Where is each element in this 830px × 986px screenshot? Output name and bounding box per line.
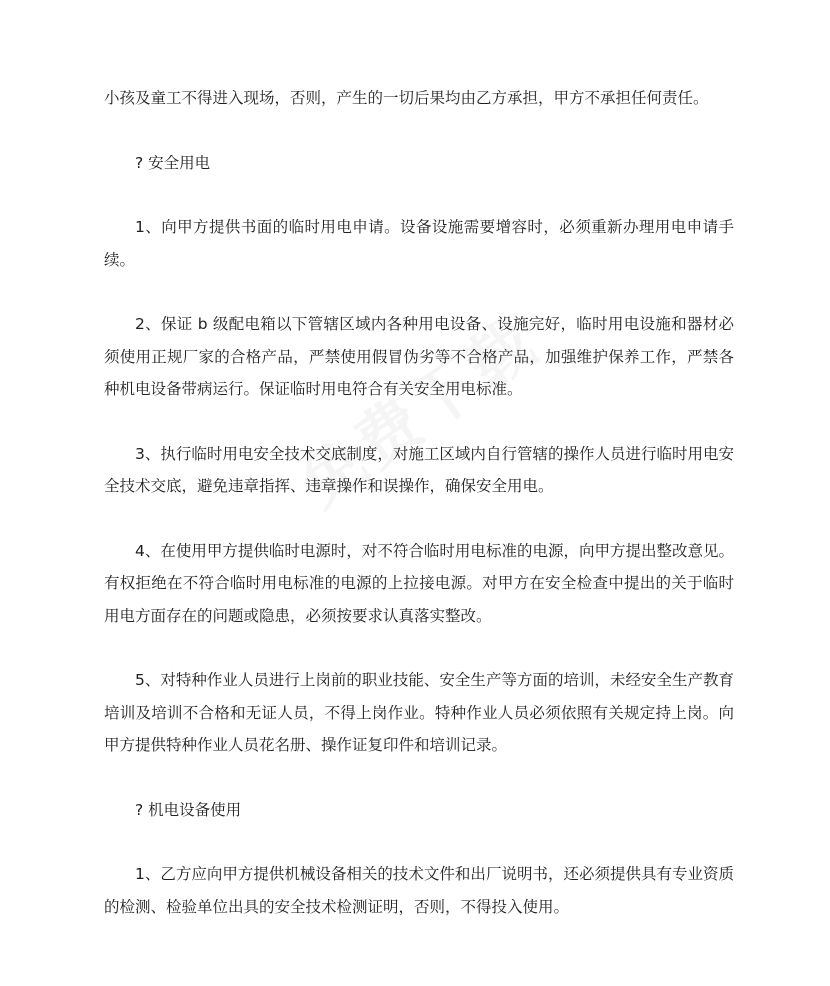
document-body (104, 82, 734, 923)
section-heading-electricity: ? 安全用电 (135, 153, 211, 172)
clause-equipment-1: 1、乙方应向甲方提供机械设备相关的技术文件和出厂说明书，还必须提供具有专业资质的检测、检验单位出具的安全技术检测证明，否则，不得投入使用。 (104, 865, 734, 916)
clause-electricity-3: 3、执行临时用电安全技术交底制度，对施工区域内自行管辖的操作人员进行临时用电安全技术交底，避免违章指挥、违章操作和误操作，确保安全用电。 (104, 444, 734, 495)
clause-electricity-1: 1、向甲方提供书面的临时用电申请。设备设施需要增容时，必须重新办理用电申请手续。 (104, 218, 734, 269)
section-heading-equipment: ? 机电设备使用 (135, 800, 242, 819)
clause-electricity-4: 4、在使用甲方提供临时电源时，对不符合临时用电标准的电源，向甲方提出整改意见。有权拒绝在不符合临时用电标准的电源的上拉接电源。对甲方在安全检查中提出的关于临时用电方面存在的问题或隐患，必须按要求认真落实整改。 (104, 541, 734, 625)
clause-electricity-5: 5、对特种作业人员进行上岗前的职业技能、安全生产等方面的培训，未经安全生产教育培训及培训不合格和无证人员，不得上岗作业。特种作业人员必须依照有关规定持上岗。向甲方提供特种作业人员花名册、操作证复印件和培训记录。 (104, 671, 734, 754)
paragraph-continuation: 小孩及童工不得进入现场，否则，产生的一切后果均由乙方承担，甲方不承担任何责任。 (104, 89, 709, 107)
clause-electricity-2: 2、保证 b 级配电箱以下管辖区域内各种用电设备、设施完好，临时用电设施和器材必须使用正规厂家的合格产品，严禁使用假冒伪劣等不合格产品，加强维护保养工作，严禁各种机电设备带病运行。保证临时用电符合有关安全用电标准。 (104, 315, 734, 398)
